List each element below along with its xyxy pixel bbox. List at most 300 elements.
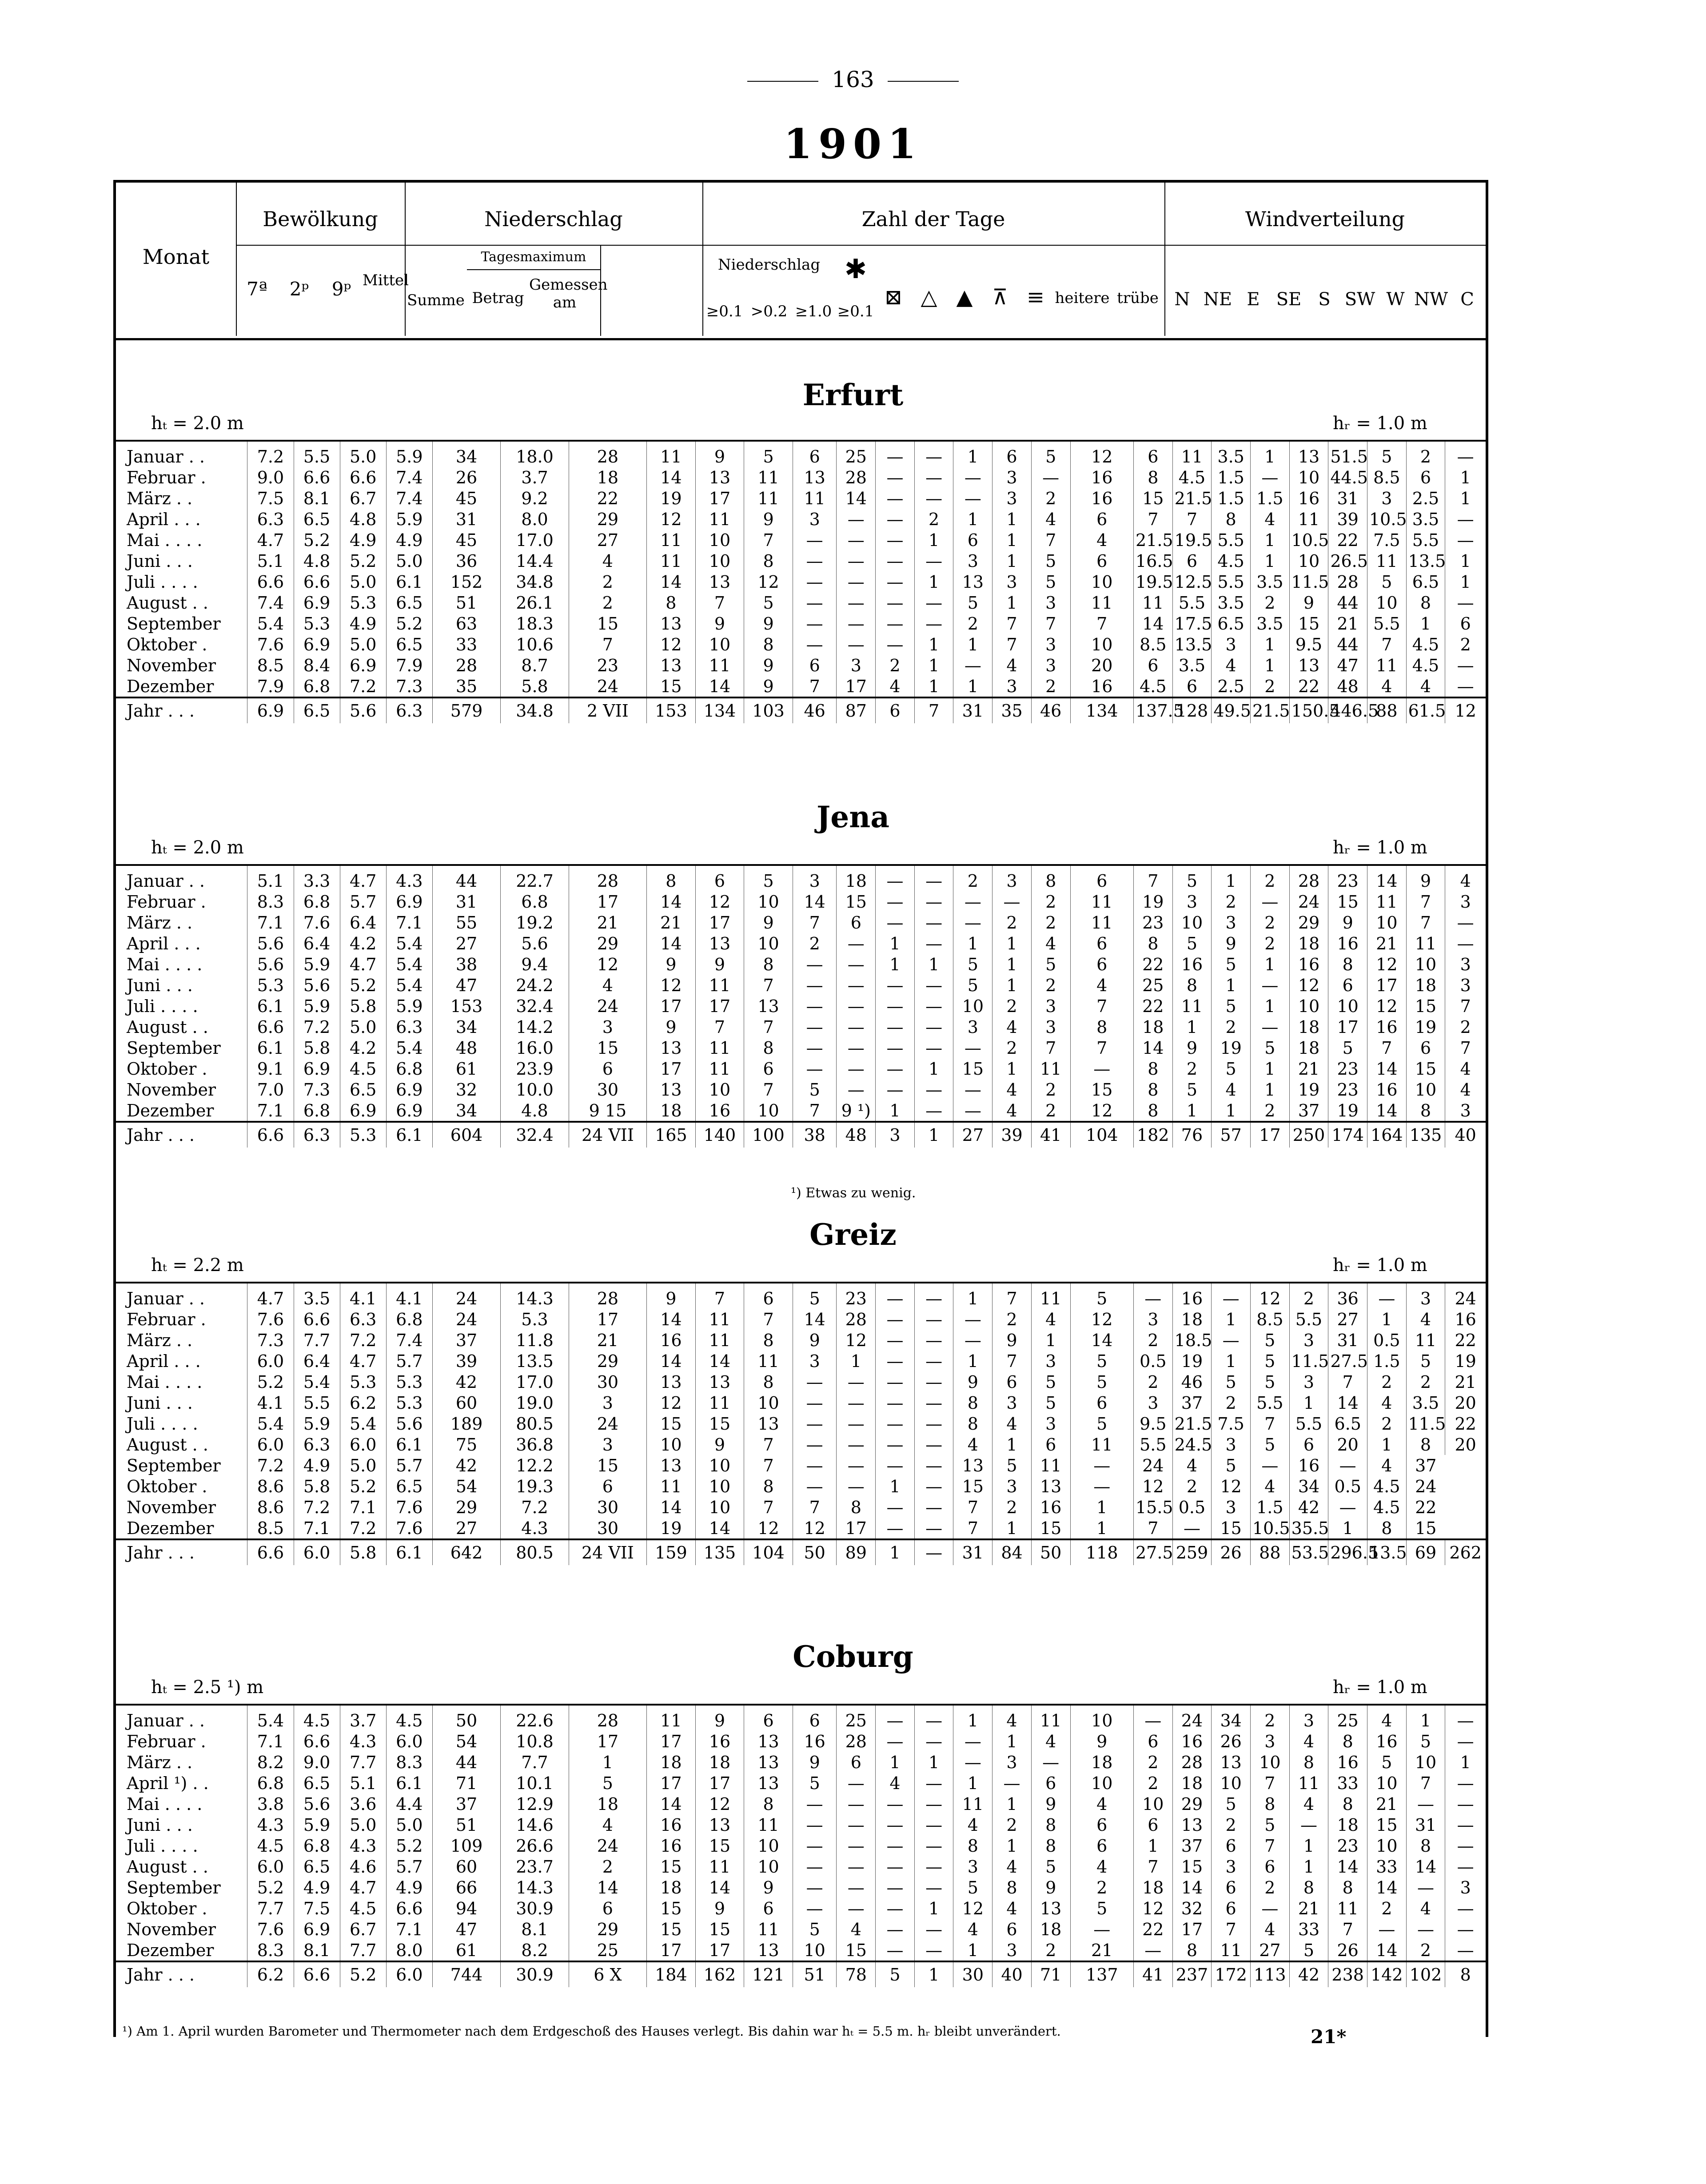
month-label: September (127, 1455, 221, 1475)
table-cell: 4 (1031, 1309, 1070, 1330)
table-cell: 10 (1133, 1793, 1172, 1814)
table-cell: 3 (569, 1392, 646, 1413)
table-cell: 24 (1289, 891, 1328, 912)
table-cell: 259 (1172, 1539, 1212, 1565)
table-cell: — (1445, 676, 1486, 697)
table-cell: 16 (1289, 488, 1328, 509)
table-cell: 6 (793, 441, 837, 467)
table-cell: 11 (1406, 933, 1445, 954)
table-cell: 11 (647, 550, 696, 571)
table-cell: 31 (1328, 1330, 1367, 1351)
table-cell: 2 (1250, 912, 1289, 933)
table-cell: 6.9 (340, 655, 386, 676)
table-cell: 29 (569, 509, 646, 530)
table-cell: 8 (647, 865, 696, 891)
table-cell: 30 (569, 1497, 646, 1518)
table-cell: 5.2 (340, 975, 386, 996)
table-cell: 19.0 (501, 1392, 569, 1413)
table-cell: 25 (837, 441, 876, 467)
table-cell: 10 (1289, 467, 1328, 488)
table-cell: — (914, 1793, 953, 1814)
table-cell: — (793, 1413, 837, 1434)
table-cell: 16 (695, 1100, 744, 1122)
table-cell: 11 (1070, 891, 1133, 912)
table-cell: 1 (1250, 441, 1289, 467)
table-cell: 5.8 (340, 1539, 386, 1565)
table-cell: 26 (1212, 1539, 1251, 1565)
table-cell: 10 (695, 1497, 744, 1518)
table-cell: 24 (432, 1283, 500, 1309)
table-cell: 9 (695, 954, 744, 975)
table-cell: 2 (1367, 1413, 1407, 1434)
table-cell: 2 (1172, 1058, 1212, 1079)
total-row (116, 697, 1486, 723)
header-wind: Windverteilung (1245, 207, 1405, 231)
table-cell: — (837, 1371, 876, 1392)
table-cell: — (1367, 1283, 1407, 1309)
table-cell: 5.5 (1133, 1434, 1172, 1455)
table-cell: — (876, 1518, 915, 1539)
table-cell: 5.4 (386, 933, 432, 954)
table-cell: 7 (1367, 634, 1407, 655)
table-cell: 10.5 (1367, 509, 1407, 530)
table-cell: 8.3 (247, 1940, 294, 1961)
table-cell: 4.1 (340, 1283, 386, 1309)
table-cell: 1 (1212, 865, 1251, 891)
table-cell: 8 (1445, 1961, 1486, 1987)
header-wind-e: E (1247, 289, 1260, 310)
table-cell: — (876, 1898, 915, 1919)
table-cell: 80.5 (501, 1539, 569, 1565)
table-cell: 2 (993, 1497, 1032, 1518)
table-cell: 6 (1328, 975, 1367, 996)
table-cell: — (876, 1705, 915, 1731)
table-cell: 4 (953, 1814, 993, 1835)
month-label: Juni . . . (127, 975, 193, 995)
table-cell: 17 (647, 1731, 696, 1752)
table-cell: 164 (1367, 1122, 1407, 1148)
table-cell: 9.0 (247, 467, 294, 488)
header-wind-s: S (1318, 289, 1331, 310)
table-cell: 40 (1445, 1122, 1486, 1148)
table-cell: 11 (695, 1309, 744, 1330)
table-cell: — (1445, 592, 1486, 613)
table-cell: — (837, 1413, 876, 1434)
table-cell: 10 (695, 1079, 744, 1100)
table-cell: 14 (647, 1351, 696, 1371)
table-cell: 6 (837, 912, 876, 933)
table-cell: 19 (1445, 1351, 1486, 1371)
table-cell: 24 (569, 996, 646, 1016)
table-cell: 6 (1070, 550, 1133, 571)
table-cell: 13 (695, 571, 744, 592)
table-cell: 6.5 (294, 1773, 340, 1793)
table-cell: 26.6 (501, 1835, 569, 1856)
table-cell: 5.6 (501, 933, 569, 954)
table-cell: 39 (993, 1122, 1032, 1148)
table-cell: 5 (1289, 1940, 1328, 1961)
table-cell: — (876, 1434, 915, 1455)
table-cell: 13 (647, 1455, 696, 1476)
table-cell: 4.3 (340, 1835, 386, 1856)
table-cell: 11 (1406, 1330, 1445, 1351)
table-cell: 5 (953, 954, 993, 975)
table-cell: — (793, 954, 837, 975)
table-cell: 32 (432, 1079, 500, 1100)
table-cell: 21 (1445, 1371, 1486, 1392)
table-cell: — (1445, 530, 1486, 550)
table-cell: — (876, 1283, 915, 1309)
table-cell: 5.4 (386, 954, 432, 975)
table-cell: 1 (914, 1961, 953, 1987)
table-cell: 27 (953, 1122, 993, 1148)
table-cell: 7.7 (340, 1752, 386, 1773)
table-cell: 4.5 (247, 1835, 294, 1856)
table-cell: 31 (432, 891, 500, 912)
table-cell: — (876, 1016, 915, 1037)
table-cell: 16 (1445, 1309, 1486, 1330)
table-cell: 10 (1172, 912, 1212, 933)
table-cell: 6.5 (294, 509, 340, 530)
table-cell: 17.5 (1172, 613, 1212, 634)
table-cell: 4.5 (340, 1058, 386, 1079)
table-cell: 150.5 (1289, 697, 1328, 723)
table-cell: 4 (1031, 1731, 1070, 1752)
table-cell: 24 (1406, 1476, 1445, 1497)
table-cell: 28 (1289, 865, 1328, 891)
table-cell: 7 (1212, 1919, 1251, 1940)
table-cell: 2 (1212, 1392, 1251, 1413)
table-cell: 11 (695, 655, 744, 676)
table-cell: 6 (1133, 1814, 1172, 1835)
raingauge-height: hᵣ = 1.0 m (1333, 1677, 1427, 1698)
table-cell: — (953, 1330, 993, 1351)
table-cell: 6.0 (294, 1539, 340, 1565)
table-cell: — (876, 1037, 915, 1058)
table-cell: 5 (1328, 1037, 1367, 1058)
table-cell: 5.5 (1250, 1392, 1289, 1413)
table-cell: 102 (1406, 1961, 1445, 1987)
table-cell: 69 (1406, 1539, 1445, 1565)
table-cell: 13 (744, 1752, 793, 1773)
table-cell: 5.2 (386, 613, 432, 634)
header-cloud: Bewölkung (263, 207, 378, 231)
table-cell: 4 (1250, 1476, 1289, 1497)
table-cell: 14 (647, 1497, 696, 1518)
table-row (116, 1392, 1486, 1413)
table-cell: 34 (432, 1016, 500, 1037)
table-cell: 4.9 (340, 530, 386, 550)
table-cell: 8 (1070, 1016, 1133, 1037)
month-label: November (127, 1080, 216, 1100)
table-cell: 2 (1250, 1877, 1289, 1898)
table-cell: 10 (744, 1392, 793, 1413)
table-cell: 2 (876, 655, 915, 676)
table-cell: — (837, 1058, 876, 1079)
table-cell: 3 (993, 467, 1032, 488)
table-cell: — (837, 1455, 876, 1476)
header-days-p2: >0.2 (750, 303, 788, 320)
table-cell: 13 (744, 1773, 793, 1793)
table-cell: — (1445, 1793, 1486, 1814)
table-cell: 9 (695, 613, 744, 634)
table-cell: — (1445, 933, 1486, 954)
table-cell: 7 (953, 1518, 993, 1539)
table-cell: 49.5 (1212, 697, 1251, 723)
table-cell: 3 (1367, 488, 1407, 509)
table-cell: 5.3 (386, 1371, 432, 1392)
table-cell: 15 (953, 1476, 993, 1497)
table-cell: 5 (1070, 1351, 1133, 1371)
table-cell: 3 (993, 676, 1032, 697)
table-cell: 10 (695, 530, 744, 550)
table-cell: 5 (1367, 441, 1407, 467)
table-cell: 446.5 (1328, 697, 1367, 723)
table-cell: 6 (744, 1283, 793, 1309)
table-row (116, 655, 1486, 676)
month-label: März . . (127, 1752, 193, 1772)
table-cell: 18 (1172, 1773, 1212, 1793)
table-cell: — (793, 1898, 837, 1919)
table-cell: 5 (1031, 1371, 1070, 1392)
table-cell: 12 (837, 1330, 876, 1351)
table-cell: 12 (647, 634, 696, 655)
table-cell: 7.3 (294, 1079, 340, 1100)
table-cell: 6 (1133, 1731, 1172, 1752)
table-cell: 6 (993, 1919, 1032, 1940)
table-cell: 3.3 (294, 865, 340, 891)
header-days-p3: ≥1.0 (795, 303, 832, 320)
table-cell: 14 (793, 1309, 837, 1330)
table-cell: 2 (1250, 592, 1289, 613)
table-cell: 9 (695, 1705, 744, 1731)
table-cell: 8 (647, 592, 696, 613)
table-cell: 1 (993, 1731, 1032, 1752)
table-cell: 18 (1289, 1016, 1328, 1037)
table-cell: 78 (837, 1961, 876, 1987)
table-cell: 262 (1445, 1539, 1486, 1565)
table-cell: 9 (793, 1330, 837, 1351)
table-cell: 6.9 (294, 1919, 340, 1940)
table-cell: 7 (1406, 912, 1445, 933)
table-cell: 6.6 (247, 1122, 294, 1148)
table-cell: 3 (1212, 1434, 1251, 1455)
table-cell: 4.5 (1406, 634, 1445, 655)
table-cell: 21.5 (1133, 530, 1172, 550)
table-cell: 15 (695, 1919, 744, 1940)
table-cell: 8 (1289, 1877, 1328, 1898)
table-cell: 7 (744, 1079, 793, 1100)
table-cell: 11 (1070, 1434, 1133, 1455)
table-cell: 4 (1367, 1392, 1407, 1413)
table-cell: 8 (837, 1497, 876, 1518)
table-cell: 3 (1031, 1351, 1070, 1371)
table-cell: — (876, 1856, 915, 1877)
table-cell: 118 (1070, 1539, 1133, 1565)
table-cell: 10 (695, 1476, 744, 1497)
table-cell: 6.6 (294, 1309, 340, 1330)
table-cell: 11 (1070, 912, 1133, 933)
table-cell: 29 (432, 1497, 500, 1518)
table-cell: — (876, 912, 915, 933)
table-cell: 5.7 (386, 1351, 432, 1371)
table-cell: 1 (876, 1476, 915, 1497)
table-cell: 18 (1031, 1919, 1070, 1940)
table-cell: 4 (993, 1016, 1032, 1037)
table-cell: 2 (569, 1856, 646, 1877)
table-cell: 11 (744, 467, 793, 488)
table-cell: 2 (1250, 1100, 1289, 1122)
header-cloud-9p: 9ᵖ (331, 278, 351, 300)
table-cell: 0.5 (1367, 1330, 1407, 1351)
table-cell: 8.1 (294, 488, 340, 509)
table-cell: 7 (993, 1351, 1032, 1371)
table-cell: 4.3 (501, 1518, 569, 1539)
total-row (116, 1539, 1486, 1565)
table-cell: 1 (1445, 550, 1486, 571)
table-cell: 11 (1031, 1705, 1070, 1731)
table-cell: 16 (1289, 954, 1328, 975)
table-cell: 5.3 (501, 1309, 569, 1330)
table-cell: — (793, 1814, 837, 1835)
table-cell: 16 (1070, 467, 1133, 488)
table-cell: 7 (1070, 613, 1133, 634)
table-cell: — (793, 1877, 837, 1898)
table-cell: 6 (744, 1705, 793, 1731)
table-cell: 135 (1406, 1122, 1445, 1148)
table-cell: 3 (1031, 634, 1070, 655)
table-cell: — (837, 1476, 876, 1497)
month-label: April . . . (127, 933, 201, 953)
table-cell: 8.0 (386, 1940, 432, 1961)
table-cell: 7 (793, 912, 837, 933)
table-cell: 6 (993, 1371, 1032, 1392)
table-cell: 2 (1406, 441, 1445, 467)
table-row (116, 1434, 1486, 1455)
table-cell: 3 (837, 655, 876, 676)
table-cell: 1 (876, 1752, 915, 1773)
header-wind-w: W (1386, 289, 1405, 310)
table-cell: 4.6 (340, 1856, 386, 1877)
table-cell: 5 (1212, 954, 1251, 975)
table-cell: — (1445, 441, 1486, 467)
table-cell: 142 (1367, 1961, 1407, 1987)
table-cell: 48 (432, 1037, 500, 1058)
table-cell: 5 (1212, 1455, 1251, 1476)
table-cell: 4.3 (386, 865, 432, 891)
table-cell: 8.3 (247, 891, 294, 912)
table-cell: — (914, 1283, 953, 1309)
table-cell: 1 (953, 1940, 993, 1961)
table-cell: 75 (432, 1434, 500, 1455)
header-cloud-7a: 7ª (247, 278, 267, 300)
table-cell: 14.3 (501, 1877, 569, 1898)
table-cell: 16 (1070, 488, 1133, 509)
table-cell: 4 (1070, 1793, 1133, 1814)
table-cell: — (837, 996, 876, 1016)
table-cell: 5 (1070, 1413, 1133, 1434)
table-cell: 44 (432, 865, 500, 891)
month-label: Jahr . . . (116, 697, 247, 723)
table-cell: — (1406, 1919, 1445, 1940)
table-cell: — (876, 1371, 915, 1392)
table-cell: 2 (1133, 1371, 1172, 1392)
table-cell: 9 (793, 1752, 837, 1773)
table-cell: — (953, 1037, 993, 1058)
table-cell: 47 (432, 975, 500, 996)
table-cell: 1 (993, 530, 1032, 550)
table-cell: 51.5 (1328, 441, 1367, 467)
table-cell: 8 (1328, 954, 1367, 975)
table-cell: 27 (432, 1518, 500, 1539)
table-cell: — (914, 975, 953, 996)
table-cell: 7 (993, 1283, 1032, 1309)
table-cell: 6.0 (340, 1434, 386, 1455)
table-cell: 9 (744, 676, 793, 697)
table-cell: 39 (1328, 509, 1367, 530)
table-cell: 1 (1289, 1835, 1328, 1856)
table-cell: 34 (1289, 1476, 1328, 1497)
table-cell: 14 (647, 1793, 696, 1814)
table-cell: — (1445, 1898, 1486, 1919)
table-cell: 35.5 (1289, 1518, 1328, 1539)
table-cell: — (1445, 1705, 1486, 1731)
table-cell: 5.5 (1289, 1413, 1328, 1434)
table-cell: 8 (1328, 1793, 1367, 1814)
table-cell: 6 (1070, 954, 1133, 975)
table-cell: 13 (744, 996, 793, 1016)
table-row (116, 530, 1486, 550)
table-cell: 10 (744, 1856, 793, 1877)
table-cell: 37 (1289, 1100, 1328, 1122)
table-cell: 121 (744, 1961, 793, 1987)
table-cell: — (953, 655, 993, 676)
table-cell: 22 (1445, 1330, 1486, 1351)
table-cell: 42 (1289, 1497, 1328, 1518)
table-cell: 4.3 (247, 1814, 294, 1835)
table-cell: 24 (1133, 1455, 1172, 1476)
table-cell: — (837, 954, 876, 975)
table-cell: 13 (647, 1079, 696, 1100)
table-cell: 15 (1133, 488, 1172, 509)
table-row (116, 1309, 1486, 1330)
table-cell: 11 (695, 1058, 744, 1079)
table-cell: 7 (569, 634, 646, 655)
table-cell: 7.4 (247, 592, 294, 613)
signature-mark: 21* (1311, 2026, 1347, 2048)
header-precip-amount: Betrag (472, 289, 524, 307)
table-cell: 40 (993, 1961, 1032, 1987)
table-cell: 7.1 (247, 1731, 294, 1752)
table-cell: 5 (876, 1961, 915, 1987)
table-cell: 5 (993, 1455, 1032, 1476)
table-cell: 3.8 (247, 1793, 294, 1814)
table-cell: 5 (1070, 1283, 1133, 1309)
table-cell: 3.5 (1406, 509, 1445, 530)
table-cell: 21 (647, 912, 696, 933)
table-cell: 11 (647, 530, 696, 550)
table-cell: 11.5 (1289, 1351, 1328, 1371)
table-row (116, 1898, 1486, 1919)
table-cell: 25 (1328, 1705, 1367, 1731)
table-cell: 5.2 (247, 1877, 294, 1898)
table-cell: 6.1 (386, 1773, 432, 1793)
table-cell: 10.1 (501, 1773, 569, 1793)
table-cell: 11 (695, 509, 744, 530)
table-cell: 1 (1367, 1434, 1407, 1455)
table-cell: 4 (953, 1434, 993, 1455)
table-cell: 1 (914, 530, 953, 550)
